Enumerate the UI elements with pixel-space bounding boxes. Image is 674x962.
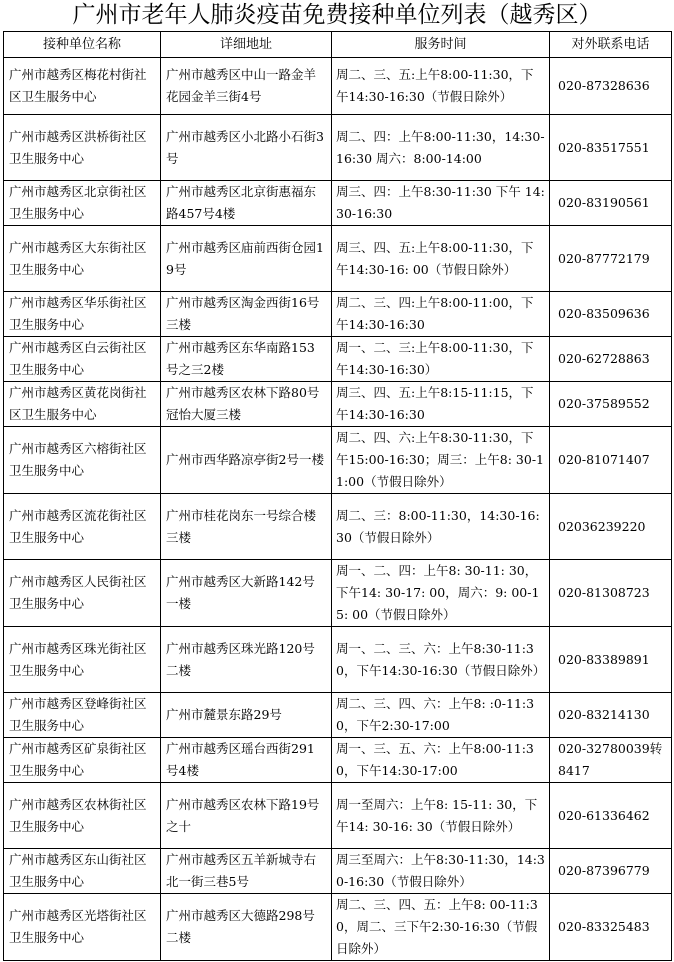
vaccination-sites-table <box>3 31 672 961</box>
phone-cell: 020-62728863 <box>550 337 672 382</box>
table-row <box>4 382 672 427</box>
address-cell: 广州市越秀区瑶台西街291号4楼 <box>161 738 332 783</box>
column-header-hours: 服务时间 <box>332 32 550 58</box>
phone-cell: 020-83190561 <box>550 181 672 226</box>
hours-cell: 周一至周六：上午8: 15-11: 30，下午14: 30-16: 30（节假日除外） <box>332 783 550 849</box>
address-cell: 广州市越秀区中山一路金羊花园金羊三街4号 <box>161 58 332 115</box>
table-row <box>4 337 672 382</box>
hours-cell: 周二、三、五:上午8:00-11:30，下午14:30-16:30（节假日除外） <box>332 58 550 115</box>
hours-cell: 周二、三：8:00-11:30，14:30-16:30（节假日除外） <box>332 494 550 560</box>
site-name-cell: 广州市越秀区华乐街社区卫生服务中心 <box>4 292 161 337</box>
table-row <box>4 115 672 181</box>
phone-cell: 020-83325483 <box>550 894 672 961</box>
phone-cell: 020-81308723 <box>550 560 672 627</box>
hours-cell: 周二、三、四、五：上午8: 00-11:30，周二、三下午2:30-16:30（节假日除外） <box>332 894 550 961</box>
hours-cell: 周二、四：上午8:00-11:30，14:30-16:30 周六：8:00-14:00 <box>332 115 550 181</box>
phone-cell: 020-87328636 <box>550 58 672 115</box>
site-name-cell: 广州市越秀区六榕街社区卫生服务中心 <box>4 427 161 494</box>
hours-cell: 周三、四、五:上午8:00-11:30，下午14:30-16: 00（节假日除外） <box>332 226 550 292</box>
hours-cell: 周一、二、三、六：上午8:30-11:30，下午14:30-16:30（节假日除外） <box>332 627 550 693</box>
column-header-phone: 对外联系电话 <box>550 32 672 58</box>
address-cell: 广州市越秀区五羊新城寺右北一街三巷5号 <box>161 849 332 894</box>
phone-cell: 020-83509636 <box>550 292 672 337</box>
address-cell: 广州市麓景东路29号 <box>161 693 332 738</box>
column-header-address: 详细地址 <box>161 32 332 58</box>
table-row <box>4 738 672 783</box>
address-cell: 广州市越秀区淘金西街16号三楼 <box>161 292 332 337</box>
address-cell: 广州市桂花岗东一号综合楼三楼 <box>161 494 332 560</box>
address-cell: 广州市越秀区大新路142号一楼 <box>161 560 332 627</box>
site-name-cell: 广州市越秀区珠光街社区卫生服务中心 <box>4 627 161 693</box>
hours-cell: 周一、二、三:上午8:00-11:30，下午14:30-16:30） <box>332 337 550 382</box>
site-name-cell: 广州市越秀区黄花岗街社区卫生服务中心 <box>4 382 161 427</box>
table-row <box>4 627 672 693</box>
table-header-row <box>4 32 672 58</box>
site-name-cell: 广州市越秀区流花街社区卫生服务中心 <box>4 494 161 560</box>
phone-cell: 020-81071407 <box>550 427 672 494</box>
phone-cell: 02036239220 <box>550 494 672 560</box>
hours-cell: 周二、三、四:上午8:00-11:00，下午14:30-16:30 <box>332 292 550 337</box>
hours-cell: 周三、四：上午8:30-11:30 下午 14:30-16:30 <box>332 181 550 226</box>
phone-cell: 020-87772179 <box>550 226 672 292</box>
address-cell: 广州市越秀区珠光路120号二楼 <box>161 627 332 693</box>
address-cell: 广州市越秀区庙前西街仓园19号 <box>161 226 332 292</box>
table-row <box>4 849 672 894</box>
site-name-cell: 广州市越秀区登峰街社区卫生服务中心 <box>4 693 161 738</box>
site-name-cell: 广州市越秀区梅花村街社区卫生服务中心 <box>4 58 161 115</box>
hours-cell: 周三至周六：上午8:30-11:30，14:30-16:30（节假日除外） <box>332 849 550 894</box>
site-name-cell: 广州市越秀区白云街社区卫生服务中心 <box>4 337 161 382</box>
page-title: 广州市老年人肺炎疫苗免费接种单位列表（越秀区） <box>72 2 602 28</box>
hours-cell: 周一、三、五、六：上午8:00-11:30，下午14:30-17:00 <box>332 738 550 783</box>
table-row <box>4 427 672 494</box>
address-cell: 广州市越秀区东华南路153号之三2楼 <box>161 337 332 382</box>
site-name-cell: 广州市越秀区东山街社区卫生服务中心 <box>4 849 161 894</box>
hours-cell: 周二、三、四、六：上午8: :0-11:30，下午2:30-17:00 <box>332 693 550 738</box>
phone-cell: 020-37589552 <box>550 382 672 427</box>
phone-cell: 020-32780039转8417 <box>550 738 672 783</box>
table-row <box>4 292 672 337</box>
table-row <box>4 181 672 226</box>
phone-cell: 020-61336462 <box>550 783 672 849</box>
column-header-name: 接种单位名称 <box>4 32 161 58</box>
site-name-cell: 广州市越秀区北京街社区卫生服务中心 <box>4 181 161 226</box>
hours-cell: 周三、四、五:上午8:15-11:15，下午14:30-16:30 <box>332 382 550 427</box>
table-row <box>4 783 672 849</box>
table-row <box>4 494 672 560</box>
phone-cell: 020-83214130 <box>550 693 672 738</box>
table-row <box>4 226 672 292</box>
hours-cell: 周二、四、六:上午8:30-11:30，下午15:00-16:30；周三：上午8: 30-11:00（节假日除外） <box>332 427 550 494</box>
site-name-cell: 广州市越秀区洪桥街社区卫生服务中心 <box>4 115 161 181</box>
site-name-cell: 广州市越秀区农林街社区卫生服务中心 <box>4 783 161 849</box>
table-row <box>4 58 672 115</box>
table-row <box>4 560 672 627</box>
site-name-cell: 广州市越秀区人民街社区卫生服务中心 <box>4 560 161 627</box>
hours-cell: 周一、二、四：上午8: 30-11: 30，下午14: 30-17: 00，周六：9: 00-15: 00（节假日除外） <box>332 560 550 627</box>
site-name-cell: 广州市越秀区光塔街社区卫生服务中心 <box>4 894 161 961</box>
address-cell: 广州市越秀区农林下路80号冠怡大厦三楼 <box>161 382 332 427</box>
table-row <box>4 894 672 961</box>
address-cell: 广州市西华路凉亭街2号一楼 <box>161 427 332 494</box>
site-name-cell: 广州市越秀区矿泉街社区卫生服务中心 <box>4 738 161 783</box>
phone-cell: 020-87396779 <box>550 849 672 894</box>
table-body <box>4 58 672 961</box>
phone-cell: 020-83517551 <box>550 115 672 181</box>
address-cell: 广州市越秀区大德路298号二楼 <box>161 894 332 961</box>
table-row <box>4 693 672 738</box>
address-cell: 广州市越秀区小北路小石街3号 <box>161 115 332 181</box>
address-cell: 广州市越秀区农林下路19号之十 <box>161 783 332 849</box>
phone-cell: 020-83389891 <box>550 627 672 693</box>
address-cell: 广州市越秀区北京街惠福东路457号4楼 <box>161 181 332 226</box>
site-name-cell: 广州市越秀区大东街社区卫生服务中心 <box>4 226 161 292</box>
